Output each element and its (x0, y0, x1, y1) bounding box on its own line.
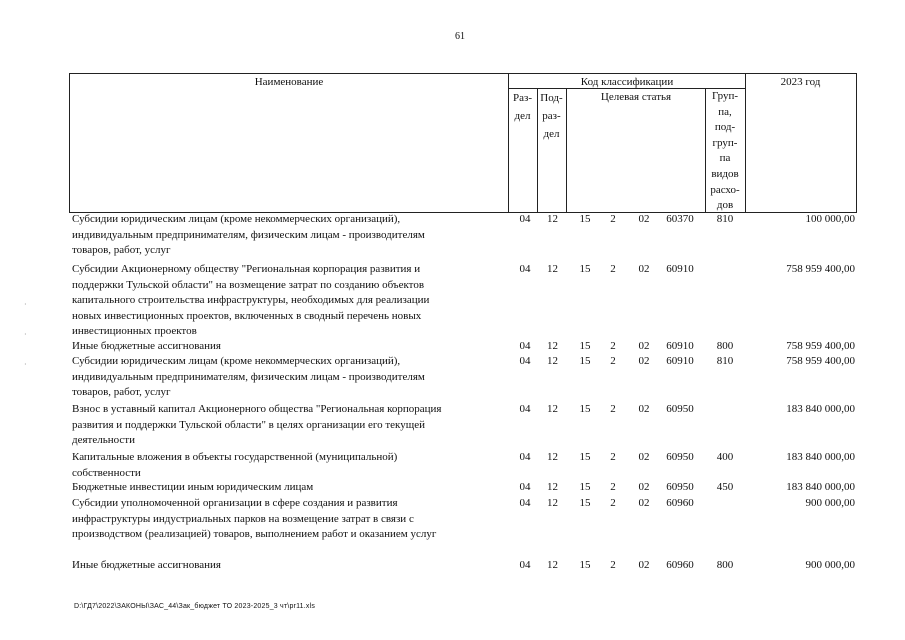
row-name-line: Субсидии юридическим лицам (кроме некоммерческих организаций), (72, 213, 401, 225)
header-razdel-line: дел (514, 110, 531, 122)
header-vr-line: па (719, 152, 731, 165)
row-amount: 183 840 000,00 (786, 481, 855, 493)
row-name-line: Субсидии уполномоченной организации в сфере создания и развития (72, 497, 398, 509)
row-name-line: Взнос в уставный капитал Акционерного общества "Региональная корпорация (72, 403, 442, 415)
row-target-direction: 60910 (666, 340, 694, 352)
header-podrazdel-line: раз- (542, 110, 561, 122)
row-razdel: 04 (519, 213, 531, 225)
row-name-line: развития и поддержки Тульской области" в целях организации его текущей (72, 418, 425, 431)
row-target-type: 2 (610, 481, 616, 493)
row-expense-type: 800 (716, 340, 734, 352)
row-name-line: Субсидии Акционерному обществу "Региональная корпорация развития и (72, 263, 421, 275)
row-target-direction: 60960 (666, 559, 694, 571)
row-name (72, 450, 502, 481)
header-vr-line: под- (714, 121, 736, 134)
row-expense-type: 810 (716, 355, 734, 367)
row-target-type: 2 (610, 403, 616, 415)
header-target: Целевая статья (600, 91, 672, 103)
row-target-type: 2 (610, 451, 616, 463)
row-target-subprogram: 02 (638, 481, 650, 493)
row-podrazdel: 12 (547, 497, 558, 509)
row-target-program: 15 (579, 497, 591, 509)
header-podrazdel-line: дел (543, 128, 560, 140)
scan-mark: · (24, 300, 27, 309)
row-target-program: 15 (579, 559, 591, 571)
file-path-footer: D:\ГД7\2022\ЗАКОНЫ\ЗАС_44\Зак_бюджет ТО 2023-2025_3 чт\pr11.xls (74, 603, 316, 610)
row-name-line: Бюджетные инвестиции иным юридическим лицам (72, 481, 314, 493)
row-target-subprogram: 02 (638, 403, 650, 415)
row-razdel: 04 (519, 497, 531, 509)
row-target-program: 15 (579, 481, 591, 493)
row-podrazdel: 12 (547, 403, 558, 415)
row-target-program: 15 (579, 263, 591, 275)
row-name-line: Иные бюджетные ассигнования (72, 340, 221, 352)
row-amount: 100 000,00 (805, 213, 855, 225)
row-target-direction: 60370 (666, 213, 694, 225)
row-target-type: 2 (610, 263, 616, 275)
row-target-type: 2 (610, 355, 616, 367)
divider (745, 73, 746, 212)
row-target-program: 15 (579, 213, 591, 225)
header-vr (705, 89, 745, 214)
row-name-line: новых инвестиционных проектов, включенных в сводный перечень новых (72, 309, 422, 322)
row-razdel: 04 (519, 451, 531, 463)
row-name-line: производством (реализацией) товаров, выполнением работ и оказанием услуг (72, 528, 437, 540)
row-target-direction: 60950 (666, 451, 694, 463)
divider (566, 88, 567, 212)
row-amount: 758 959 400,00 (786, 340, 855, 352)
row-target-program: 15 (579, 355, 591, 367)
row-amount: 183 840 000,00 (786, 403, 855, 415)
row-target-subprogram: 02 (638, 451, 650, 463)
header-vr-line: груп- (712, 136, 738, 149)
row-amount: 900 000,00 (805, 497, 855, 509)
row-target-subprogram: 02 (638, 340, 650, 352)
row-podrazdel: 12 (547, 451, 558, 463)
row-target-program: 15 (579, 451, 591, 463)
row-name (72, 262, 502, 340)
row-name-line: Иные бюджетные ассигнования (72, 559, 221, 571)
row-podrazdel: 12 (547, 263, 558, 275)
row-target-type: 2 (610, 559, 616, 571)
row-name-line: деятельности (72, 434, 135, 446)
row-razdel: 04 (519, 403, 531, 415)
row-razdel: 04 (519, 559, 531, 571)
row-target-subprogram: 02 (638, 497, 650, 509)
header-razdel-line: Раз- (512, 92, 532, 104)
row-target-type: 2 (610, 497, 616, 509)
row-target-program: 15 (579, 403, 591, 415)
row-expense-type: 450 (716, 481, 734, 493)
row-razdel: 04 (519, 263, 531, 275)
header-vr-line: дов (716, 199, 734, 212)
row-target-direction: 60950 (666, 403, 694, 415)
row-razdel: 04 (519, 355, 531, 367)
header-code-group: Код классификации (580, 76, 674, 88)
row-name-line: поддержки Тульской области" на возмещение затрат по созданию объектов (72, 278, 425, 291)
row-target-type: 2 (610, 213, 616, 225)
row-name-line: Субсидии юридическим лицам (кроме некоммерческих организаций), (72, 355, 401, 367)
row-podrazdel: 12 (547, 340, 558, 352)
row-expense-type: 400 (716, 451, 734, 463)
row-target-subprogram: 02 (638, 355, 650, 367)
row-name-line: товаров, работ, услуг (72, 386, 171, 398)
row-target-direction: 60950 (666, 481, 694, 493)
row-podrazdel: 12 (547, 355, 558, 367)
scan-mark: · (24, 360, 27, 369)
row-name-line: инвестиционных проектов (72, 325, 197, 337)
header-podrazdel (537, 89, 566, 143)
row-target-subprogram: 02 (638, 213, 650, 225)
header-vr-line: па, (718, 105, 732, 118)
header-vr-line: расхо- (710, 183, 740, 196)
row-podrazdel: 12 (547, 213, 558, 225)
row-target-direction: 60910 (666, 263, 694, 275)
row-expense-type: 810 (716, 213, 734, 225)
header-year: 2023 год (780, 76, 821, 88)
page-number: 61 (455, 31, 465, 42)
row-name (72, 402, 502, 449)
row-name (72, 496, 502, 543)
row-name-line: капитального строительства инфраструктуры, необходимых для реализации (72, 294, 430, 306)
header-razdel (508, 89, 537, 125)
row-podrazdel: 12 (547, 481, 558, 493)
row-target-subprogram: 02 (638, 263, 650, 275)
row-razdel: 04 (519, 340, 531, 352)
row-name-line: инфраструктуры индустриальных парков на возмещение затрат в связи с (72, 512, 414, 525)
header-name: Наименование (254, 76, 324, 88)
row-amount: 183 840 000,00 (786, 451, 855, 463)
row-razdel: 04 (519, 481, 531, 493)
header-podrazdel-line: Под- (540, 92, 563, 104)
row-target-direction: 60960 (666, 497, 694, 509)
header-vr-line: видов (711, 167, 739, 180)
row-amount: 758 959 400,00 (786, 263, 855, 275)
row-name-line: Капитальные вложения в объекты государственной (муниципальной) (72, 451, 398, 463)
row-name (72, 339, 502, 355)
row-expense-type: 800 (716, 559, 734, 571)
row-name-line: товаров, работ, услуг (72, 244, 171, 256)
row-name (72, 212, 502, 259)
scan-mark: · (24, 330, 27, 339)
row-amount: 758 959 400,00 (786, 355, 855, 367)
row-name (72, 558, 502, 574)
row-amount: 900 000,00 (805, 559, 855, 571)
row-target-subprogram: 02 (638, 559, 650, 571)
row-name (72, 354, 502, 401)
row-podrazdel: 12 (547, 559, 558, 571)
header-vr-line: Груп- (711, 90, 739, 102)
row-target-type: 2 (610, 340, 616, 352)
row-name (72, 480, 502, 496)
row-name-line: индивидуальным предпринимателям, физическим лицам - производителям (72, 228, 425, 241)
row-name-line: индивидуальным предпринимателям, физическим лицам - производителям (72, 370, 425, 383)
row-target-program: 15 (579, 340, 591, 352)
row-name-line: собственности (72, 466, 141, 479)
row-target-direction: 60910 (666, 355, 694, 367)
